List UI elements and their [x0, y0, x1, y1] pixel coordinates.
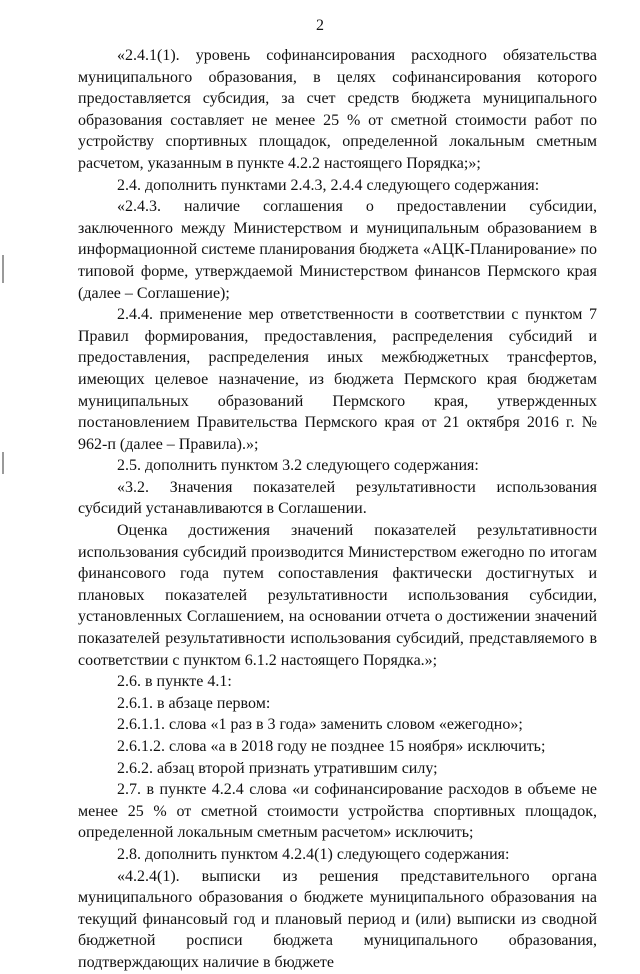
paragraph-2-4-1-1: «2.4.1(1). уровень софинансирования расходного обязательства муниципального образования, в целях софинансирования которого предоставляется субсидия, за счет средств бюджета муниципального образования составляет не менее 25 % от сметной стоимости работ по устройству спортивных площадок, определенной локальным сметным расчетом, указанным в пункте 4.2.2 настоящего Порядка;»;	[78, 47, 597, 172]
paragraph-2-8: 2.8. дополнить пунктом 4.2.4(1) следующего содержания:	[117, 845, 510, 863]
paragraph-2-4: 2.4. дополнить пунктами 2.4.3, 2.4.4 следующего содержания:	[117, 176, 540, 194]
page-number: 2	[316, 17, 324, 34]
paragraph-2-6-1: 2.6.1. в абзаце первом:	[117, 694, 271, 712]
paragraph-2-6-1-1: 2.6.1.1. слова «1 раз в 3 года» заменить словом «ежегодно»;	[117, 716, 523, 734]
paragraph-3-2: «3.2. Значения показателей результативности использования субсидий устанавливаются в Соглашении.	[78, 478, 597, 518]
paragraph-evaluation: Оценка достижения значений показателей результативности использования субсидий производится Министерством ежегодно по итогам финансового года путем сопоставления фактически достигнутых и плановых показателей результативности использования субсидии, установленных Соглашением, на основании отчета о достижении значений показателей результативности использования субсидий, представляемого в соответствии с пунктом 6.1.2 настоящего Порядка.»;	[78, 522, 597, 669]
paragraph-2-5: 2.5. дополнить пунктом 3.2 следующего содержания:	[117, 457, 479, 475]
paragraph-2-7: 2.7. в пункте 4.2.4 слова «и софинансирование расходов в объеме не менее 25 % от сметной стоимости устройства спортивных площадок, определенной локальным сметным расчетом» исключить;	[78, 781, 597, 842]
paragraph-2-4-4: 2.4.4. применение мер ответственности в соответствии с пунктом 7 Правил формирования, предоставления, распределения субсидий и предоставления, распределения иных межбюджетных трансфертов, имеющих целевое назначение, из бюджета Пермского края бюджетам муниципальных образований Пермского края, утвержденных постановлением Правительства Пермского края от 21 октября 2016 г. № 962-п (далее – Правила).»;	[78, 306, 597, 453]
paragraph-2-6: 2.6. в пункте 4.1:	[117, 673, 232, 691]
paragraph-2-6-1-2: 2.6.1.2. слова «а в 2018 году не позднее 15 ноября» исключить;	[117, 738, 546, 755]
paragraph-2-4-3: «2.4.3. наличие соглашения о предоставлении субсидии, заключенного между Министерством и муниципальным образованием в информационной системе планирования бюджета «АЦК-Планирование» по типовой форме, утверждаемой Министерством финансов Пермского края (далее – Соглашение);	[78, 198, 597, 302]
scan-edge-mark-lower	[2, 452, 4, 474]
document-body	[78, 45, 597, 974]
paragraph-4-2-4-1: «4.2.4(1). выписки из решения представительного органа муниципального образования о бюджете муниципального образования на текущий финансовый год и плановый период и (или) выписки из сводной бюджетной росписи бюджета муниципального образования, подтверждающих наличие в бюджете	[78, 867, 597, 971]
scan-edge-mark-upper	[2, 255, 4, 283]
paragraph-2-6-2: 2.6.2. абзац второй признать утратившим силу;	[117, 759, 438, 777]
